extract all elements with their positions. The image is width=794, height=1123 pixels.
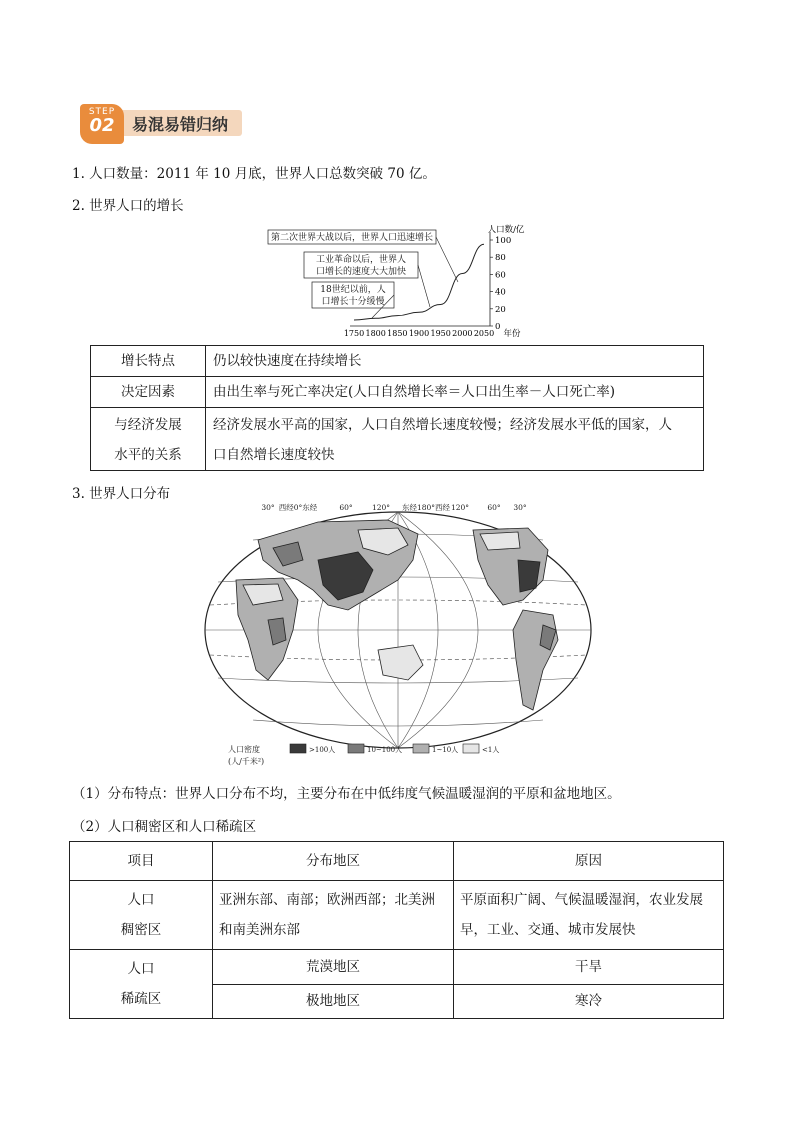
table-key: 增长特点 [91, 346, 206, 377]
legend-label: 1~10人 [432, 746, 459, 754]
y-tick-label: 40 [495, 287, 506, 298]
legend-label: >100人 [309, 746, 336, 754]
x-tick-label: 2050 [473, 329, 495, 338]
badge-step-label: STEP [88, 107, 116, 117]
dense-sparse-heading: （2）人口稠密区和人口稀疏区 [72, 819, 257, 835]
annotation-text: 口增长的速度大大加快 [315, 267, 407, 277]
y-tick-label: 100 [495, 236, 512, 246]
table-cell: 极地地区 [213, 984, 454, 1019]
table-value: 仍以较快速度在持续增长 [206, 346, 704, 377]
y-tick-label: 60 [495, 270, 506, 281]
table-key [91, 408, 206, 471]
table-key: 决定因素 [91, 377, 206, 408]
dense-sparse-table [69, 841, 724, 1019]
table-row [70, 881, 724, 950]
distribution-feature: （1）分布特点：世界人口分布不均，主要分布在中低纬度气候温暖湿润的平原和盆地地区。 [72, 786, 621, 802]
table-row [91, 377, 704, 408]
table-header: 项目 [70, 842, 213, 881]
item-population-distribution: 3. 世界人口分布 [72, 486, 171, 502]
table-cell [70, 950, 213, 1019]
legend-swatch [413, 744, 429, 753]
x-tick-label: 1800 [365, 329, 386, 338]
legend-label: <1人 [482, 746, 500, 754]
longitude-label: 60° [487, 503, 501, 512]
longitude-label: 60° [339, 503, 353, 512]
table-cell-line: 稀疏区 [120, 991, 162, 1007]
table-key-line: 与经济发展 [114, 417, 182, 433]
table-cell-line: 亚洲东部、南部；欧洲西部；北美洲 [219, 892, 435, 908]
table-cell: 干旱 [454, 950, 724, 985]
legend-unit: (人/千米²) [228, 757, 265, 766]
item-population-count: 1. 人口数量：2011 年 10 月底，世界人口总数突破 70 亿。 [72, 166, 436, 182]
longitude-label: 120° [371, 503, 391, 512]
x-tick-label: 2000 [452, 329, 473, 338]
table-value: 由出生率与死亡率决定(人口自然增长率＝人口出生率－人口死亡率) [206, 377, 704, 408]
annotation-box [312, 282, 394, 318]
table-row [70, 950, 724, 985]
table-header: 分布地区 [213, 842, 454, 881]
legend-swatch [463, 744, 479, 753]
table-cell-line: 人口 [127, 961, 155, 977]
section-title: 易混易错归纳 [132, 115, 229, 134]
table-key-line: 水平的关系 [114, 447, 182, 463]
longitude-label: 西经0°东经 [278, 503, 318, 512]
table-value [206, 408, 704, 471]
x-tick-label: 1750 [343, 329, 365, 338]
annotation-text: 口增长十分缓慢 [321, 297, 385, 307]
table-row [91, 408, 704, 471]
table-cell [213, 881, 454, 950]
growth-table [90, 345, 704, 471]
y-tick-label: 80 [495, 253, 506, 264]
table-cell-line: 稠密区 [120, 922, 162, 938]
table-cell: 荒漠地区 [213, 950, 454, 985]
table-cell [70, 881, 213, 950]
table-cell: 寒冷 [454, 984, 724, 1019]
table-header-row [70, 842, 724, 881]
x-tick-label: 1850 [387, 329, 408, 338]
annotation-leader [418, 265, 430, 307]
legend-swatch [290, 744, 306, 753]
longitude-label: 30° [513, 503, 527, 512]
longitude-label: 120° [450, 503, 470, 512]
y-tick-label: 20 [495, 304, 506, 315]
table-cell-line: 早，工业、交通、城市发展快 [460, 922, 636, 938]
table-cell-line: 人口 [127, 892, 155, 908]
world-population-map [198, 500, 598, 770]
x-tick-label: 1900 [408, 329, 430, 338]
population-growth-chart [262, 222, 532, 347]
table-cell-line: 平原面积广阔、气候温暖湿润，农业发展 [460, 892, 703, 908]
annotation-text: 18世纪以前，人 [320, 285, 386, 295]
legend-label: 10~100人 [367, 746, 403, 754]
table-value-line: 经济发展水平高的国家，人口自然增长速度较慢；经济发展水平低的国家，人 [213, 417, 672, 433]
y-axis-label: 人口数/亿 [487, 225, 525, 235]
step-badge [80, 104, 250, 144]
longitude-label: 30° [261, 503, 275, 512]
badge-step-number [80, 104, 124, 144]
y-tick-label: 0 [495, 322, 501, 332]
annotation-text: 工业革命以后，世界人 [315, 255, 407, 265]
legend-swatch [348, 744, 364, 753]
annotation-text: 第二次世界大战以后，世界人口迅速增长 [270, 233, 434, 243]
table-cell [454, 881, 724, 950]
table-cell-line: 和南美洲东部 [219, 922, 300, 938]
x-axis-label: 年份 [503, 329, 521, 339]
legend-title: 人口密度 [228, 745, 260, 754]
longitude-label: 东经180°西经 [401, 503, 451, 512]
annotation-leader [436, 237, 458, 282]
x-tick-label: 1950 [430, 329, 451, 338]
badge-number: 02 [89, 115, 115, 136]
table-value-line: 口自然增长速度较快 [213, 447, 335, 463]
table-header: 原因 [454, 842, 724, 881]
table-row [91, 346, 704, 377]
item-population-growth: 2. 世界人口的增长 [72, 198, 184, 214]
